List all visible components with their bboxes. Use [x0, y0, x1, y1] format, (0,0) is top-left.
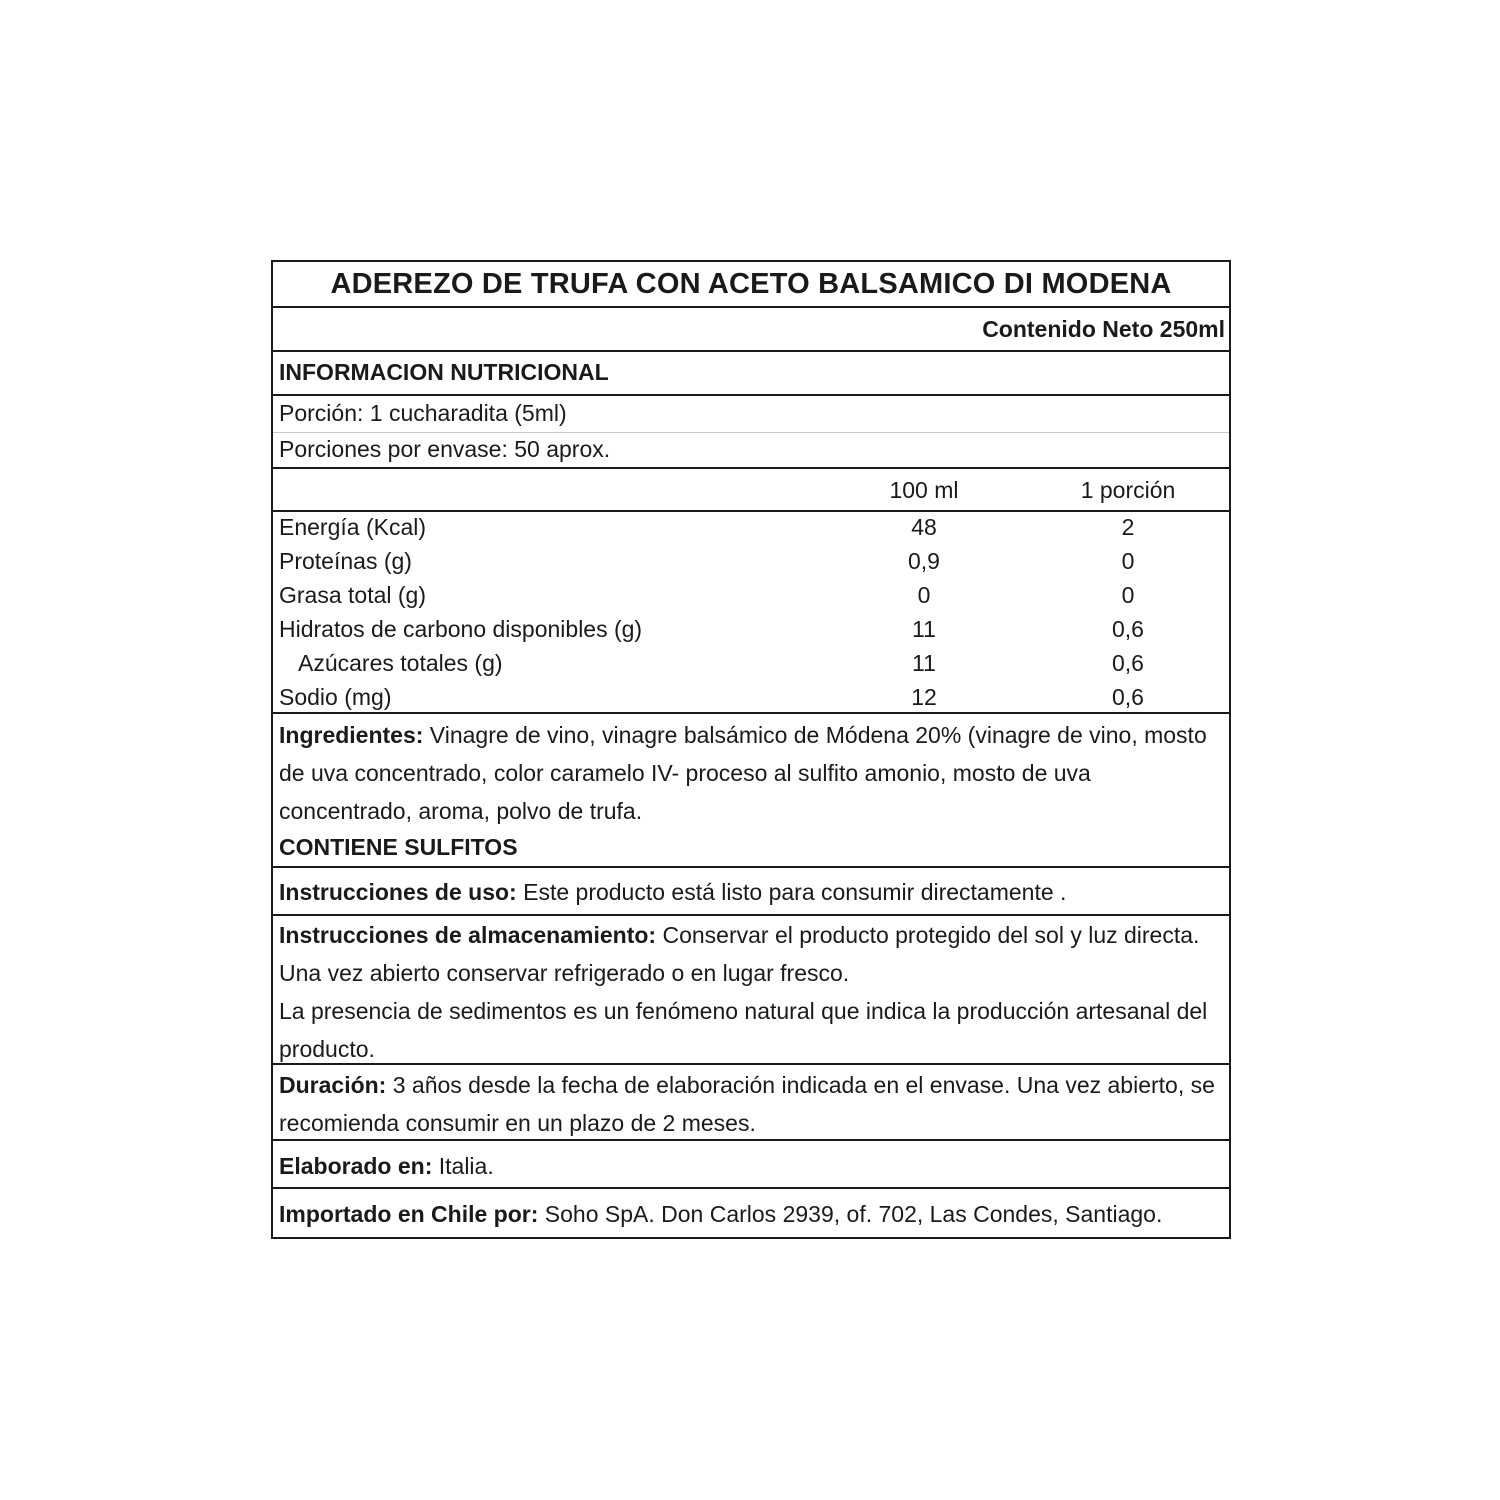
made-in-label: Elaborado en:: [279, 1153, 433, 1179]
importer-label: Importado en Chile por:: [279, 1201, 539, 1227]
nutrient-label: Proteínas (g): [279, 548, 412, 574]
nutrient-value-portion: 2: [1121, 514, 1135, 540]
nutrient-label: Hidratos de carbono disponibles (g): [279, 616, 643, 642]
nutrition-label: [271, 260, 1231, 1239]
divider: [273, 712, 1229, 714]
usage-section: [279, 873, 1219, 911]
duration-label: Duración:: [279, 1072, 387, 1098]
nutrient-value-portion: 0,6: [1112, 684, 1144, 710]
storage-label: Instrucciones de almacenamiento:: [279, 922, 657, 948]
nutrient-label: Sodio (mg): [279, 684, 392, 710]
serving-size: Porción: 1 cucharadita (5ml): [279, 400, 567, 426]
nutrient-value-100ml: 11: [912, 650, 936, 676]
nutrient-value-portion: 0: [1121, 582, 1135, 608]
column-header-100ml: 100 ml: [889, 477, 959, 503]
ingredients-section: [279, 716, 1219, 830]
sediment-note: La presencia de sedimentos es un fenómeno natural que indica la producción artesanal del producto.: [279, 998, 1208, 1062]
nutrient-value-100ml: 48: [911, 514, 937, 540]
nutrient-value-portion: 0: [1121, 548, 1135, 574]
nutrition-heading: INFORMACION NUTRICIONAL: [279, 359, 609, 385]
importer-text: Soho SpA. Don Carlos 2939, of. 702, Las Condes, Santiago.: [538, 1201, 1163, 1227]
storage-text: Conservar el producto protegido del sol y luz directa. Una vez abierto conservar refrigerado o en lugar fresco.: [279, 922, 1200, 986]
nutrient-label: Grasa total (g): [279, 582, 426, 608]
net-content: Contenido Neto 250ml: [982, 316, 1225, 342]
divider: [273, 1139, 1229, 1141]
column-header-portion: 1 porción: [1080, 477, 1176, 503]
nutrient-value-portion: 0,6: [1112, 616, 1144, 642]
made-in-text: Italia.: [432, 1153, 494, 1179]
made-in-section: [279, 1147, 1219, 1185]
nutrient-value-100ml: 0,9: [908, 548, 940, 574]
divider: [273, 1063, 1229, 1065]
product-title: ADEREZO DE TRUFA CON ACETO BALSAMICO DI MODENA: [330, 268, 1172, 300]
usage-label: Instrucciones de uso:: [279, 879, 517, 905]
duration-section: [279, 1066, 1219, 1142]
ingredients-text: Vinagre de vino, vinagre balsámico de Módena 20% (vinagre de vino, mosto de uva concentrado, color caramelo IV- proceso al sulfito amonio, mosto de uva concentrado, aroma, polvo de trufa.: [279, 722, 1207, 824]
usage-text: Este producto está listo para consumir directamente .: [516, 879, 1067, 905]
divider: [273, 350, 1229, 352]
sulfites-warning: CONTIENE SULFITOS: [279, 834, 518, 860]
nutrient-label: Energía (Kcal): [279, 514, 427, 540]
duration-text: 3 años desde la fecha de elaboración indicada en el envase. Una vez abierto, se recomienda consumir en un plazo de 2 meses.: [279, 1072, 1215, 1136]
importer-section: [279, 1195, 1219, 1233]
divider: [273, 510, 1229, 512]
nutrient-value-100ml: 11: [912, 616, 936, 642]
divider: [273, 432, 1229, 433]
nutrient-value-100ml: 0: [917, 582, 931, 608]
nutrient-value-100ml: 12: [911, 684, 937, 710]
nutrient-value-portion: 0,6: [1112, 650, 1144, 676]
divider: [273, 467, 1229, 469]
ingredients-label: Ingredientes:: [279, 722, 424, 748]
servings-per-container: Porciones por envase: 50 aprox.: [279, 436, 611, 462]
storage-section: [279, 916, 1219, 992]
divider: [273, 866, 1229, 868]
nutrient-label: Azúcares totales (g): [298, 650, 503, 676]
divider: [273, 394, 1229, 396]
divider: [273, 1187, 1229, 1189]
